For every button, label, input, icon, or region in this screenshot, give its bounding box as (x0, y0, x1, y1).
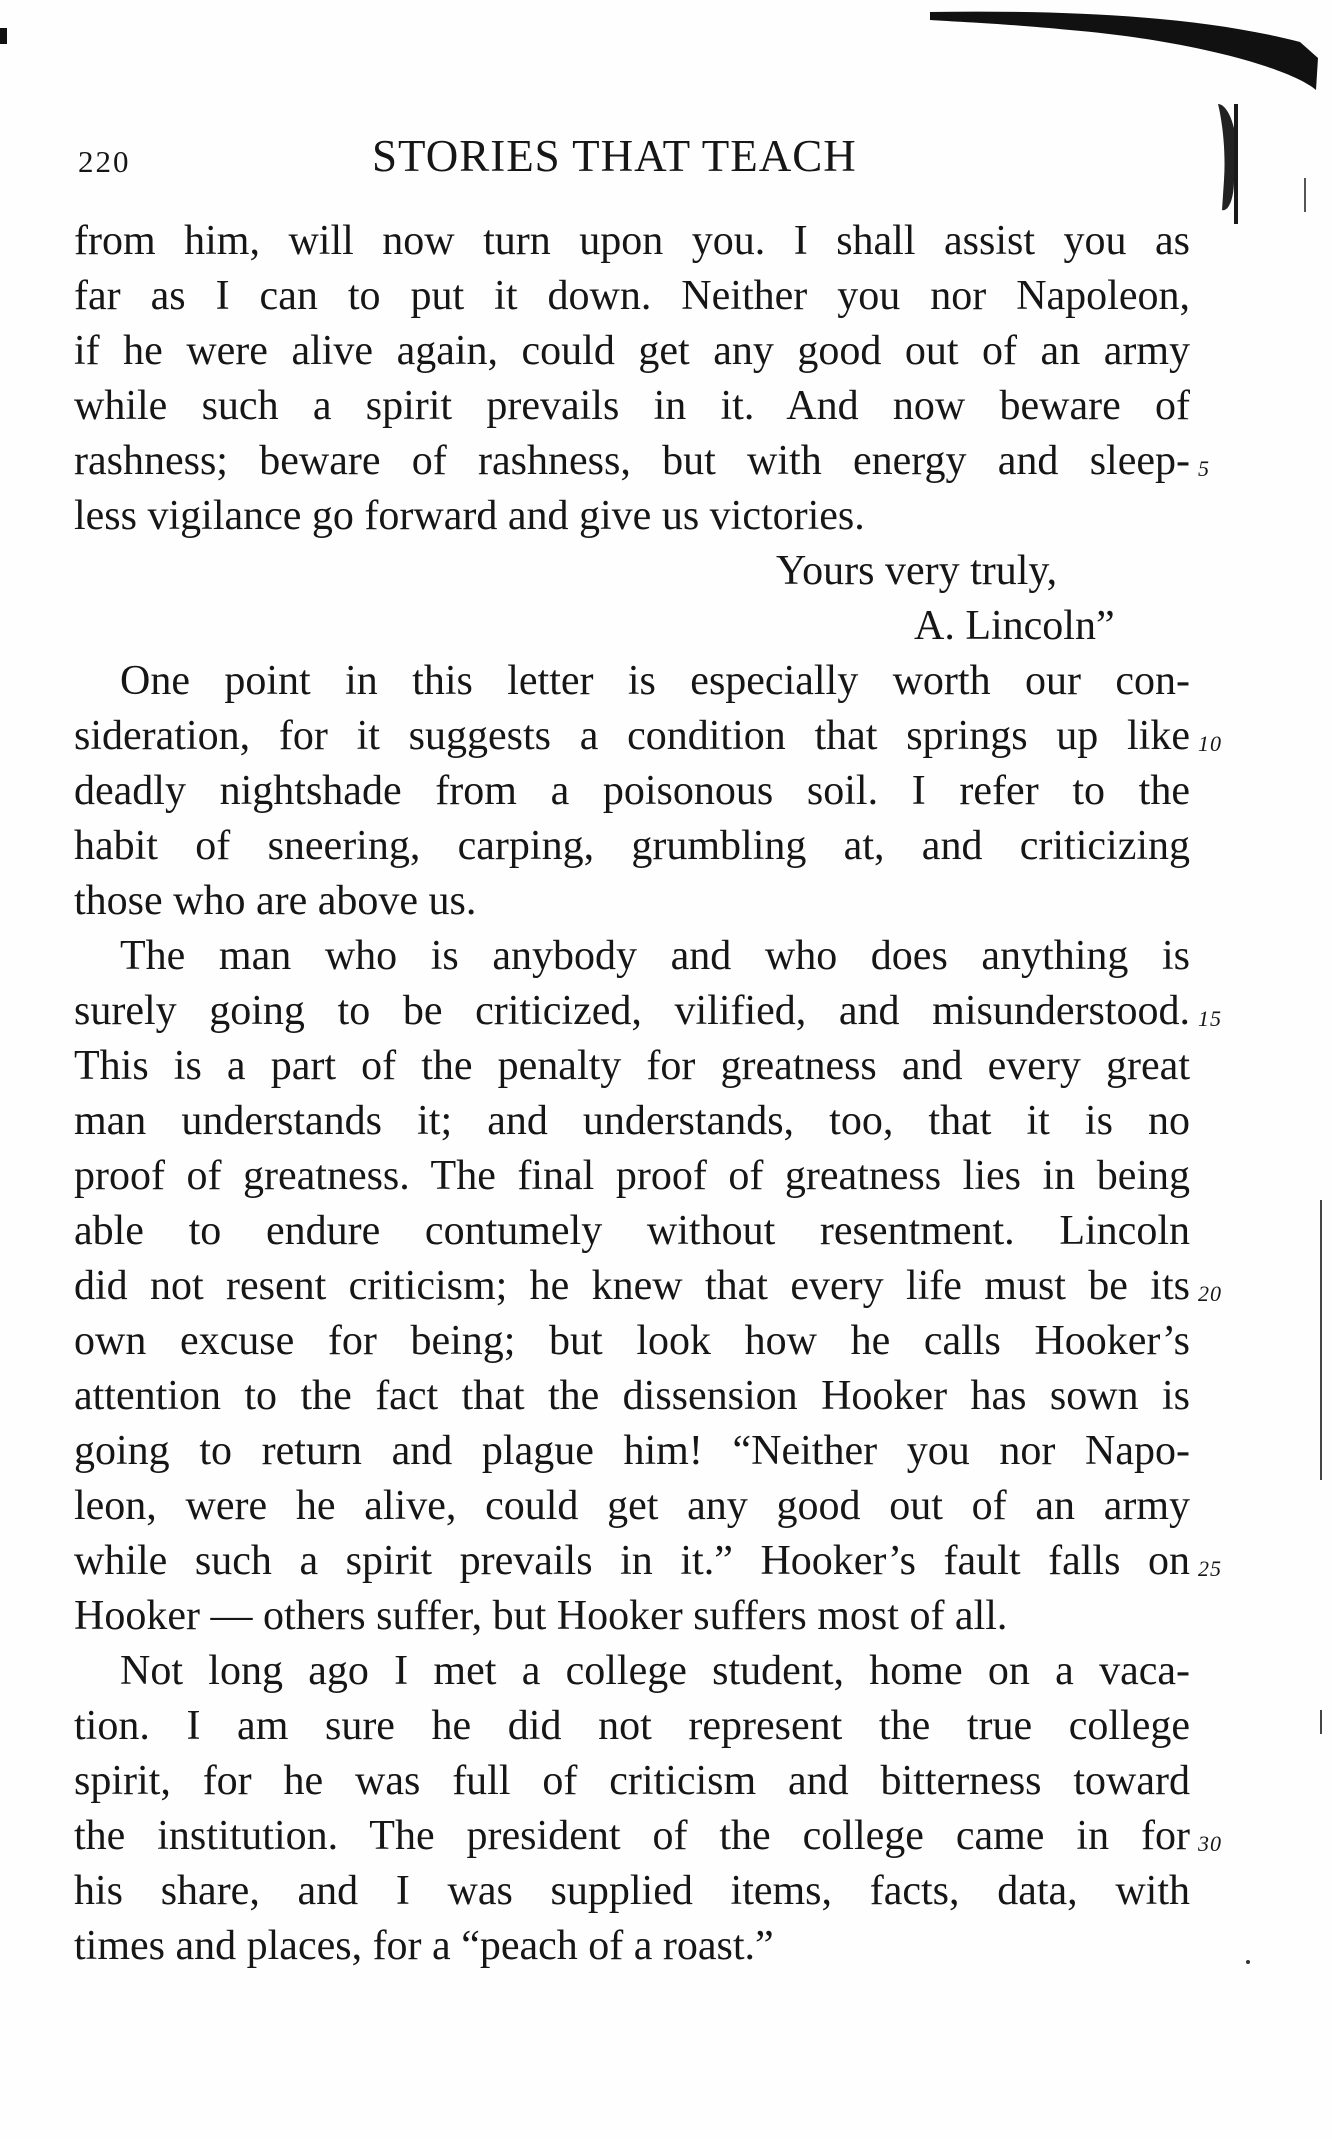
page-edge-line (1320, 1710, 1322, 1734)
line-number: 25 (1198, 1556, 1222, 1581)
letter-signature: A. Lincoln” (914, 603, 1115, 649)
line-number: 10 (1198, 731, 1222, 756)
text-line: deadly nightshade from a poisonous soil. I refer to the (74, 768, 1190, 814)
text-line: the institution. The president of the college came in for (74, 1813, 1190, 1859)
text-line: spirit, for he was full of criticism and bitterness toward (74, 1758, 1190, 1804)
text-line: his share, and I was supplied items, facts, data, with (74, 1868, 1190, 1914)
running-head: STORIES THAT TEACH (372, 131, 857, 181)
text-line: from him, will now turn upon you. I shall assist you as (74, 218, 1190, 264)
paragraph-first-line: The man who is anybody and who does anything is (120, 933, 1190, 979)
text-line: proof of greatness. The final proof of greatness lies in being (74, 1153, 1190, 1199)
text-line: attention to the fact that the dissension Hooker has sown is (74, 1373, 1190, 1419)
text-line: times and places, for a “peach of a roast.” (74, 1923, 774, 1969)
line-number: 30 (1198, 1831, 1222, 1856)
text-line: rashness; beware of rashness, but with energy and sleep- (74, 438, 1190, 484)
text-line: surely going to be criticized, vilified, and misunderstood. (74, 988, 1190, 1034)
text-line: if he were alive again, could get any good out of an army (74, 328, 1190, 374)
text-line: This is a part of the penalty for greatness and every great (74, 1043, 1190, 1089)
text-line: own excuse for being; but look how he calls Hooker’s (74, 1318, 1190, 1364)
text-line: while such a spirit prevails in it. And now beware of (74, 383, 1190, 429)
paragraph-first-line: Not long ago I met a college student, home on a vaca- (120, 1648, 1190, 1694)
letter-closing: Yours very truly, (776, 548, 1058, 594)
text-line: less vigilance go forward and give us victories. (74, 493, 865, 539)
text-line: Hooker — others suffer, but Hooker suffers most of all. (74, 1593, 1008, 1639)
text-line: tion. I am sure he did not represent the true college (74, 1703, 1190, 1749)
text-line: going to return and plague him! “Neither you nor Napo- (74, 1428, 1190, 1474)
line-number: 15 (1198, 1006, 1222, 1031)
page-number: 220 (78, 144, 131, 179)
text-line: far as I can to put it down. Neither you nor Napoleon, (74, 273, 1190, 319)
line-number: 5 (1198, 456, 1210, 481)
corner-speck (0, 28, 7, 44)
text-line: habit of sneering, carping, grumbling at, and criticizing (74, 823, 1190, 869)
dust-speck (1246, 1960, 1250, 1964)
paragraph-first-line: One point in this letter is especially worth our con- (120, 658, 1190, 704)
top-right-binding-shadow (930, 12, 1318, 90)
text-line: able to endure contumely without resentment. Lincoln (74, 1208, 1190, 1254)
page-edge-line (1320, 1200, 1322, 1480)
text-line: those who are above us. (74, 878, 477, 924)
text-line: sideration, for it suggests a condition that springs up like (74, 713, 1190, 759)
text-line: while such a spirit prevails in it.” Hooker’s fault falls on (74, 1538, 1190, 1584)
text-line: leon, were he alive, could get any good out of an army (74, 1483, 1190, 1529)
text-line: did not resent criticism; he knew that every life must be its (74, 1263, 1190, 1309)
line-number: 20 (1198, 1281, 1222, 1306)
page-header (0, 130, 1332, 190)
text-line: man understands it; and understands, too, that it is no (74, 1098, 1190, 1144)
